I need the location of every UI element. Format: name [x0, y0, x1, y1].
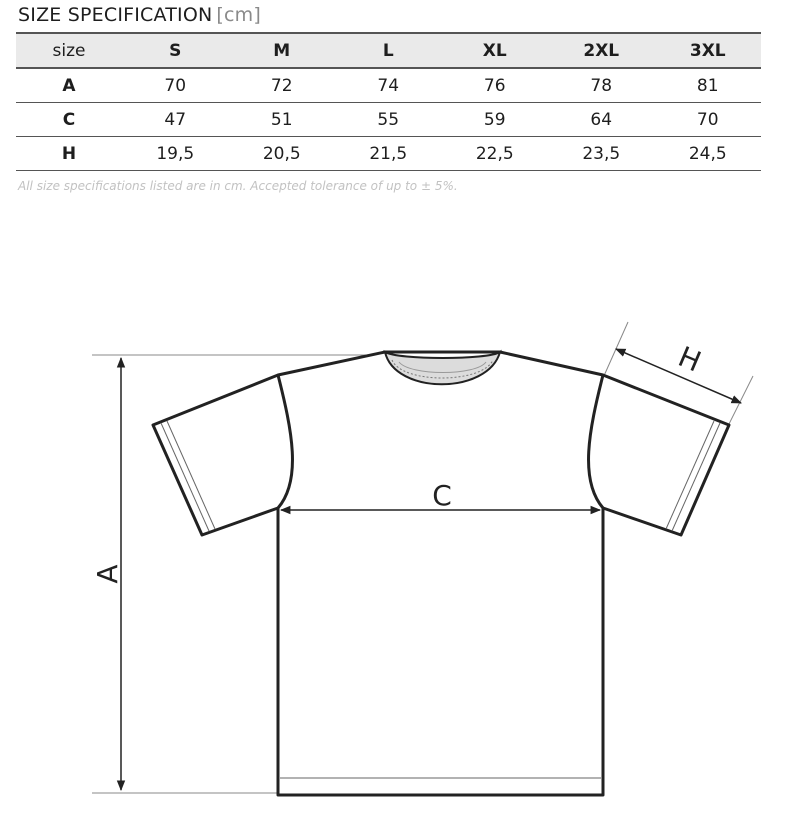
table-cell: 74 — [335, 68, 442, 103]
header-size-m: M — [229, 33, 336, 68]
table-cell: 47 — [122, 103, 229, 137]
header-size-3xl: 3XL — [655, 33, 762, 68]
table-cell: 51 — [229, 103, 336, 137]
header-size-l: L — [335, 33, 442, 68]
tolerance-note: All size specifications listed are in cm. Accepted tolerance of up to ± 5%. — [18, 179, 458, 193]
table-cell: 64 — [548, 103, 655, 137]
dimension-h-label: H — [673, 339, 706, 379]
table-cell: 72 — [229, 68, 336, 103]
dimension-c-label: C — [432, 479, 452, 512]
header-size-s: S — [122, 33, 229, 68]
header-size-2xl: 2XL — [548, 33, 655, 68]
row-label: H — [16, 137, 122, 171]
title-unit: [cm] — [216, 4, 262, 26]
table-cell: 20,5 — [229, 137, 336, 171]
row-label: C — [16, 103, 122, 137]
table-cell: 78 — [548, 68, 655, 103]
header-size-label: size — [16, 33, 122, 68]
table-cell: 24,5 — [655, 137, 762, 171]
title-main: SIZE SPECIFICATION — [18, 4, 213, 26]
table-cell: 22,5 — [442, 137, 549, 171]
table-cell: 21,5 — [335, 137, 442, 171]
header-size-xl: XL — [442, 33, 549, 68]
table-cell: 55 — [335, 103, 442, 137]
table-cell: 23,5 — [548, 137, 655, 171]
table-cell: 70 — [655, 103, 762, 137]
table-cell: 19,5 — [122, 137, 229, 171]
table-cell: 81 — [655, 68, 762, 103]
row-label: A — [16, 68, 122, 103]
tshirt-outline — [153, 352, 729, 795]
table-cell: 76 — [442, 68, 549, 103]
table-cell: 70 — [122, 68, 229, 103]
dimension-a-label: A — [91, 564, 124, 584]
table-cell: 59 — [442, 103, 549, 137]
